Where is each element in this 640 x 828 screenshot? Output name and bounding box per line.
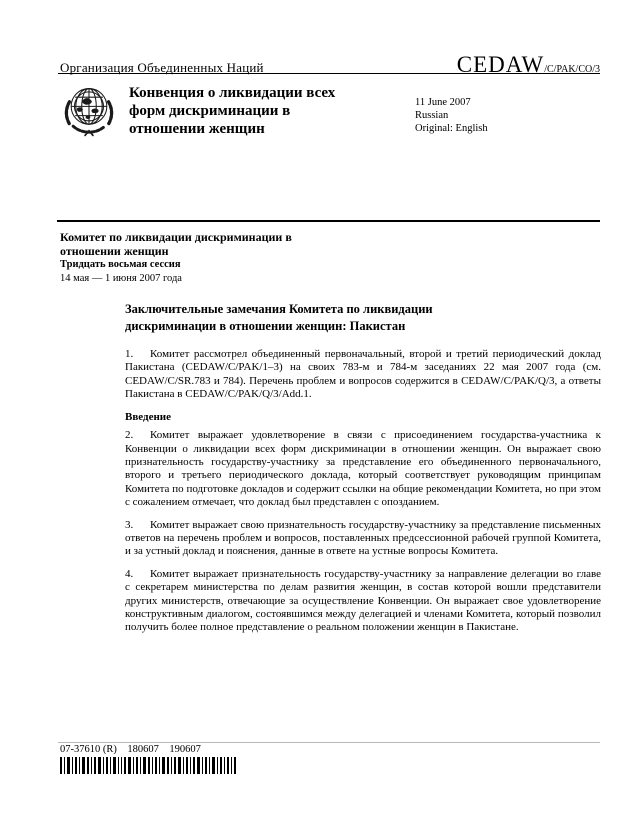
footer-spacer [159, 744, 170, 755]
job-number: 07-37610 (R) [60, 744, 117, 755]
footer-date-2: 190607 [169, 744, 201, 755]
letterhead-rule [57, 220, 600, 222]
un-emblem-icon [56, 80, 122, 146]
masthead-rule [58, 73, 600, 74]
paragraph-3-text: Комитет выражает свою признательность государству-участнику за представление письменных ответов на перечень проблем и вопросов, поставленных предсессионной рабочей группой Комитета, и за устный доклад и пояснения, данные в ответе на устные вопросы Комитета. [125, 518, 601, 558]
committee-name: Комитет по ликвидации дискриминации в отношении женщин [60, 230, 292, 258]
org-name: Организация Объединенных Наций [60, 60, 264, 75]
paragraph-2-text: Комитет выражает удовлетворение в связи с присоединением государства-участника к Конвенции о ликвидации всех форм дискриминации в отношении женщин. Он выражает свою признательность государству-участнику за представление его объединенного первоначального, второго и третьего периодического доклада, который соответствует руководящим принципам Комитета по подготовке докладов и содержит ссылки на общие рекомендации Комитета, но при этом с сожалением отмечает, что доклад был представлен с опозданием. [125, 429, 601, 509]
session-title: Тридцать восьмая сессия [60, 259, 181, 270]
masthead [60, 52, 600, 78]
barcode-icon [60, 757, 236, 774]
footer-date-1: 180607 [127, 744, 159, 755]
doc-symbol-suffix: /C/PAK/CO/3 [544, 64, 600, 75]
paragraph-1-number: 1. [125, 348, 134, 360]
document-title: Заключительные замечания Комитета по ликвидации дискриминации в отношении женщин: Пакистан [125, 302, 433, 333]
paragraph-3-number: 3. [125, 518, 134, 531]
paragraph-3 [125, 519, 601, 559]
session-dates: 14 мая — 1 июня 2007 года [60, 272, 182, 284]
convention-title: Конвенция о ликвидации всех форм дискриминации в отношении женщин [129, 85, 336, 137]
doc-symbol-main: CEDAW [456, 52, 545, 77]
footer-job-line [60, 743, 201, 756]
paragraph-2-number: 2. [125, 429, 134, 442]
footer-spacer [117, 744, 128, 755]
main-content [125, 301, 601, 644]
doc-symbol [457, 52, 600, 78]
doc-original-language: Original: English [415, 123, 488, 134]
intro-heading: Введение [125, 410, 172, 423]
doc-language: Russian [415, 110, 449, 121]
paragraph-4-number: 4. [125, 567, 134, 580]
paragraph-1 [125, 348, 601, 402]
doc-meta [415, 96, 488, 135]
letterhead [56, 80, 361, 146]
paragraph-4-text: Комитет выражает признательность государству-участнику за направление делегации во главе с секретарем министерства по делам развития женщин, в состав которой вошли представители других министерств, отвечающие за осуществление Конвенции. Он выражает свое удовлетворение конструктивным диалогом, состоявшимся между делегацией и членами Комитета, который позволил получить более полное представление о реальном положении женщин в Пакистане. [125, 567, 601, 634]
paragraph-2 [125, 429, 601, 509]
committee-block [60, 230, 330, 285]
doc-date: 11 June 2007 [415, 97, 471, 108]
paragraph-1-text: Комитет рассмотрел объединенный первоначальный, второй и третий периодический доклад Пакистана (CEDAW/C/PAK/1–3) на своих 783-м и 784-м заседаниях 22 мая 2007 года (см. CEDAW/C/SR.783 и 784). Перечень проблем и вопросов содержится в CEDAW/C/PAK/Q/3, а ответы Пакистана в CEDAW/C/PAK/Q/3/Add.1. [125, 348, 601, 401]
paragraph-4 [125, 568, 601, 635]
